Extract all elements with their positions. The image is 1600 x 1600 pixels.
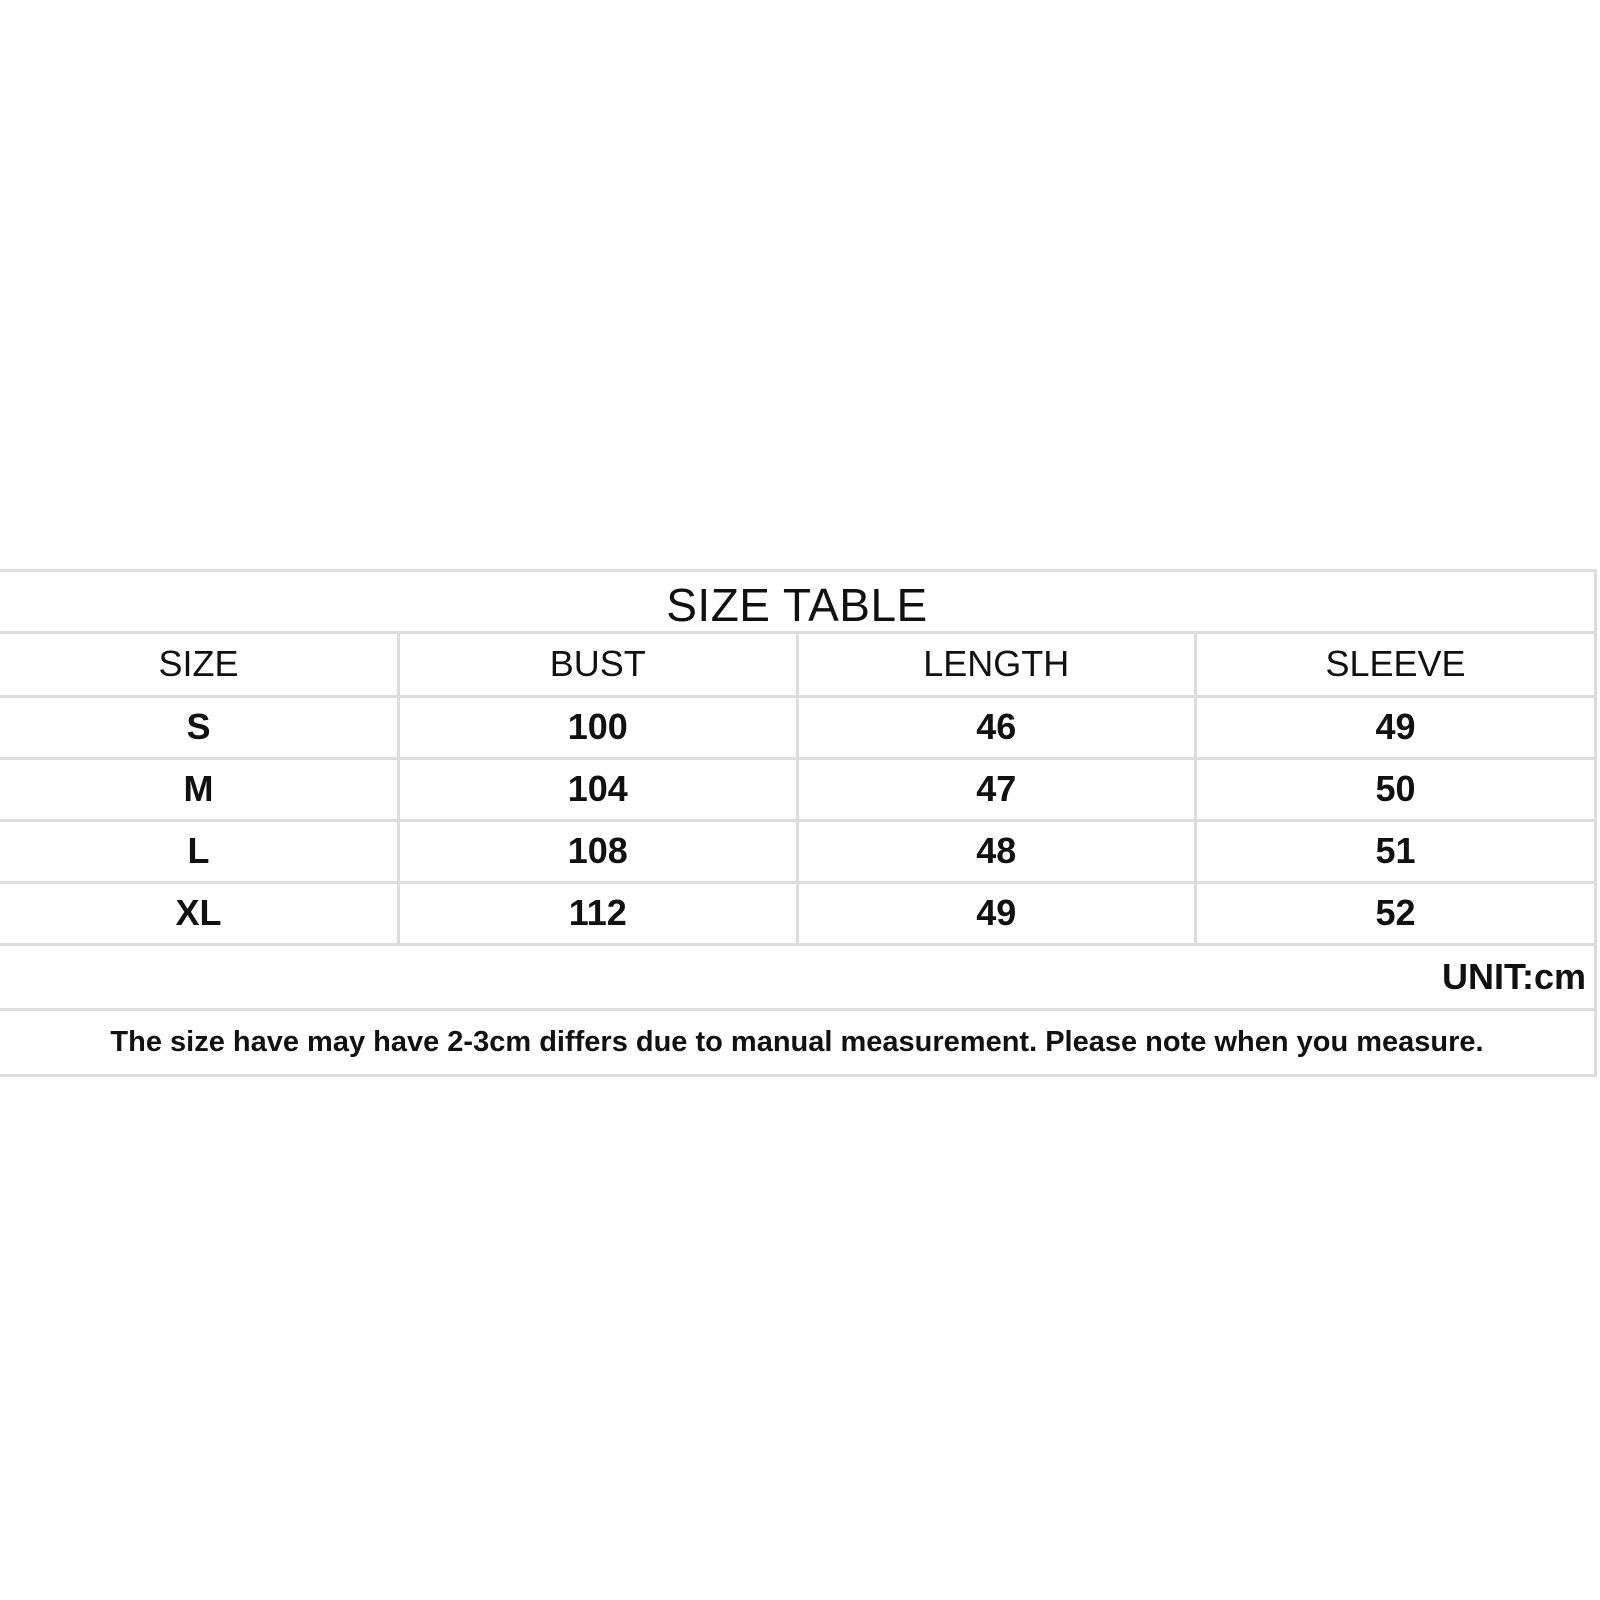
cell-length: 48 <box>797 820 1196 882</box>
measurement-note: The size have may have 2-3cm differs due to manual measurement. Please note when you measure. <box>110 1025 1484 1058</box>
cell-bust: 112 <box>399 882 798 944</box>
size-table-title: SIZE TABLE <box>666 578 928 631</box>
table-row <box>0 696 1594 758</box>
size-chart <box>0 569 1597 1077</box>
cell-sleeve: 51 <box>1196 820 1595 882</box>
cell-sleeve: 49 <box>1196 696 1595 758</box>
cell-length: 49 <box>797 882 1196 944</box>
cell-size: XL <box>0 882 399 944</box>
unit-row <box>0 946 1594 1011</box>
cell-bust: 108 <box>399 820 798 882</box>
table-row <box>0 820 1594 882</box>
cell-sleeve: 52 <box>1196 882 1595 944</box>
cell-size: L <box>0 820 399 882</box>
cell-size: S <box>0 696 399 758</box>
cell-bust: 100 <box>399 696 798 758</box>
table-row <box>0 882 1594 944</box>
header-row <box>0 634 1594 696</box>
note-row <box>0 1011 1594 1077</box>
cell-length: 47 <box>797 758 1196 820</box>
unit-label: UNIT:cm <box>1441 955 1586 997</box>
cell-length: 46 <box>797 696 1196 758</box>
title-row <box>0 572 1594 634</box>
size-table <box>0 634 1594 946</box>
header-bust: BUST <box>399 634 798 696</box>
cell-bust: 104 <box>399 758 798 820</box>
cell-size: M <box>0 758 399 820</box>
header-sleeve: SLEEVE <box>1196 634 1595 696</box>
header-size: SIZE <box>0 634 399 696</box>
cell-sleeve: 50 <box>1196 758 1595 820</box>
header-length: LENGTH <box>797 634 1196 696</box>
table-row <box>0 758 1594 820</box>
